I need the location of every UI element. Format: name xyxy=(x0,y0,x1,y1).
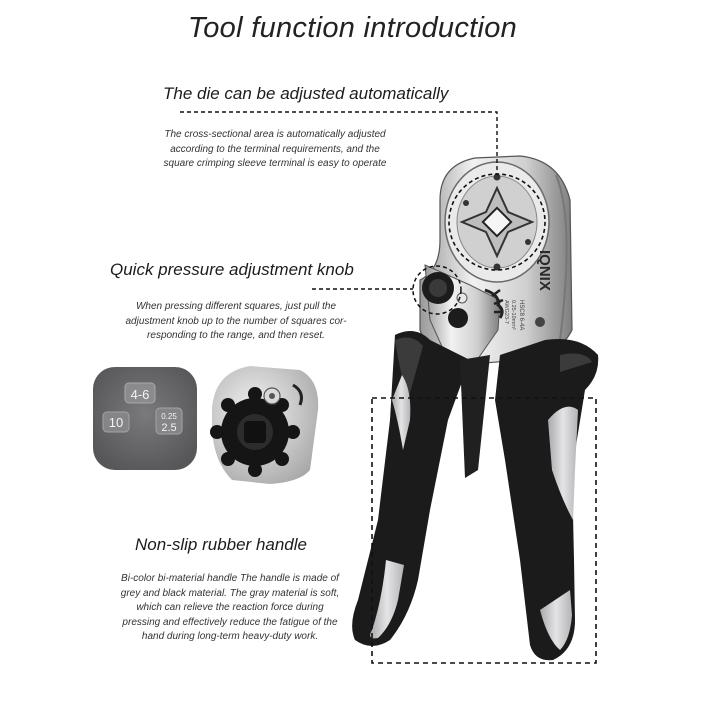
die-callout-line xyxy=(180,112,497,174)
knob-heading: Quick pressure adjustment knob xyxy=(110,260,354,279)
brand-text: IQNIX xyxy=(536,250,553,291)
knob-desc-line: responding to the range, and then reset. xyxy=(147,330,325,341)
spec-text-1: 0.25-10mm² xyxy=(510,300,516,330)
die-desc-line: square crimping sleeve terminal is easy to operate xyxy=(163,158,387,169)
die-desc-line: The cross-sectional area is automatically adjusted xyxy=(164,129,386,140)
left-handle xyxy=(352,331,470,646)
handle-desc-line: pressing and effectively reduce the fatigue of the xyxy=(122,616,338,628)
page-title: Tool function introduction xyxy=(187,12,518,44)
handle-desc-line: which can relieve the reaction force during xyxy=(136,602,324,613)
spec-text-2: AWG23-7 xyxy=(503,300,509,324)
knob-desc-line: adjustment knob up to the number of squares cor- xyxy=(125,315,347,327)
handle-desc-line: hand during long-term heavy-duty work. xyxy=(141,631,319,642)
right-handle xyxy=(495,339,598,660)
model-text: HSC8 6-4A xyxy=(518,300,524,331)
handle-desc-line: grey and black material. The gray material is soft, xyxy=(120,587,340,599)
dial-label-top: 4-6 xyxy=(130,387,150,402)
dial-label-right-bottom: 2.5 xyxy=(161,422,177,434)
die-desc-line: according to the terminal requirements, and the xyxy=(170,143,380,155)
dial-label-left: 10 xyxy=(108,415,124,430)
die-heading: The die can be adjusted automatically xyxy=(163,84,449,103)
knob-dial-inset xyxy=(93,367,197,470)
knob-closeup-inset xyxy=(210,366,318,484)
dial-label-right-top: 0.25 xyxy=(161,412,177,421)
knob-desc-line: When pressing different squares, just pull the xyxy=(135,301,337,312)
handle-heading: Non-slip rubber handle xyxy=(135,535,307,554)
handle-desc-line: Bi-color bi-material handle The handle is made of xyxy=(121,573,339,584)
ratchet-link xyxy=(460,355,490,478)
